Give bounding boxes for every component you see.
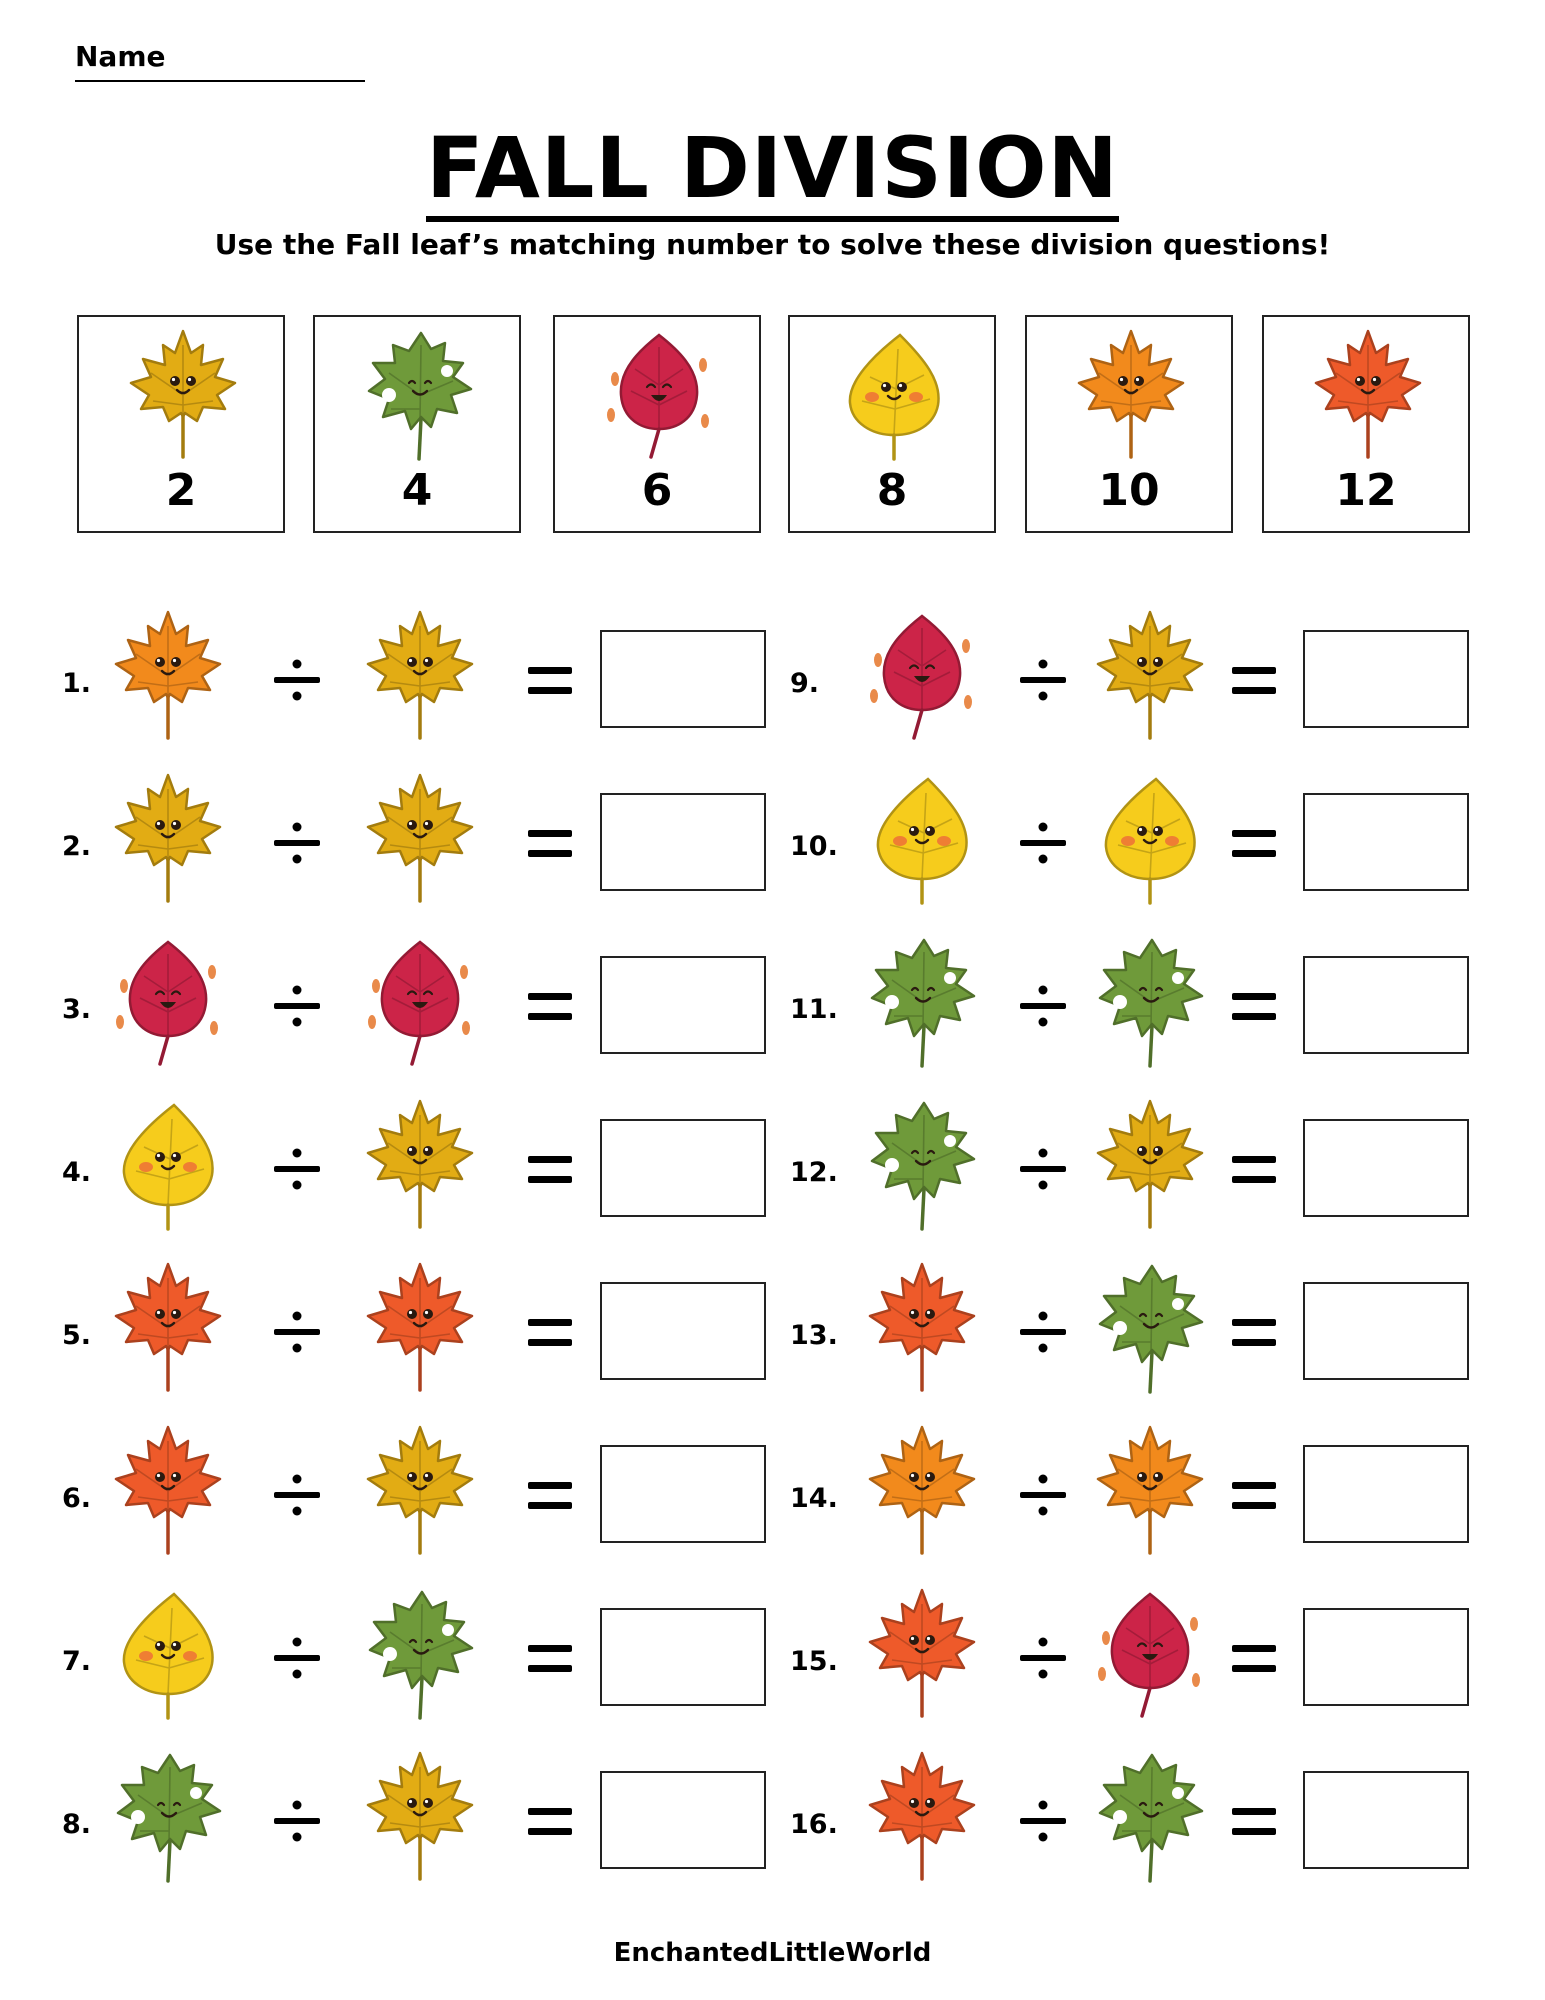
- equals-sign-icon: [528, 667, 572, 697]
- question-number: 14.: [790, 1483, 838, 1514]
- equals-sign-icon: [528, 1156, 572, 1186]
- yellow-maple-leaf-icon: [360, 606, 480, 746]
- equals-sign-icon: [1232, 1645, 1276, 1675]
- equals-sign-icon: [528, 1645, 572, 1675]
- green-oak-leaf-icon: [1090, 932, 1210, 1072]
- divide-sign-icon: [1018, 1144, 1068, 1194]
- equals-sign-icon: [1232, 993, 1276, 1023]
- green-oak-leaf-icon: [108, 1747, 228, 1887]
- answer-box[interactable]: [1303, 793, 1469, 891]
- yellow-round-leaf-icon: [108, 1095, 228, 1235]
- red-birch-leaf-icon: [1090, 1584, 1210, 1724]
- key-value: 2: [165, 465, 197, 516]
- red-birch-leaf-icon: [862, 606, 982, 746]
- green-oak-leaf-icon: [1090, 1258, 1210, 1398]
- answer-box[interactable]: [1303, 630, 1469, 728]
- answer-box[interactable]: [1303, 1119, 1469, 1217]
- red-birch-leaf-icon: [108, 932, 228, 1072]
- answer-box[interactable]: [600, 1771, 766, 1869]
- equals-sign-icon: [1232, 1808, 1276, 1838]
- question-number: 11.: [790, 994, 838, 1025]
- key-value: 8: [876, 465, 908, 516]
- equals-sign-icon: [1232, 1156, 1276, 1186]
- answer-box[interactable]: [1303, 1771, 1469, 1869]
- key-card: [1025, 315, 1233, 533]
- divide-sign-icon: [1018, 1633, 1068, 1683]
- divide-sign-icon: [1018, 1470, 1068, 1520]
- equals-sign-icon: [528, 993, 572, 1023]
- yellow-round-leaf-icon: [1090, 769, 1210, 909]
- key-card: [553, 315, 761, 533]
- divide-sign-icon: [1018, 818, 1068, 868]
- orange-maple-leaf-icon: [1090, 1421, 1210, 1561]
- yellow-maple-leaf-icon: [1090, 606, 1210, 746]
- equals-sign-icon: [1232, 830, 1276, 860]
- question-number: 3.: [62, 994, 92, 1025]
- answer-box[interactable]: [1303, 1445, 1469, 1543]
- yellow-maple-leaf-icon: [123, 325, 243, 465]
- divide-sign-icon: [1018, 655, 1068, 705]
- key-value: 10: [1098, 465, 1160, 516]
- question-number: 16.: [790, 1809, 838, 1840]
- question-number: 10.: [790, 831, 838, 862]
- question-number: 2.: [62, 831, 92, 862]
- divide-sign-icon: [272, 655, 322, 705]
- yellow-round-leaf-icon: [108, 1584, 228, 1724]
- divide-sign-icon: [272, 981, 322, 1031]
- divide-sign-icon: [1018, 1307, 1068, 1357]
- answer-box[interactable]: [600, 1119, 766, 1217]
- question-number: 15.: [790, 1646, 838, 1677]
- divide-sign-icon: [1018, 981, 1068, 1031]
- green-oak-leaf-icon: [360, 1584, 480, 1724]
- question-number: 4.: [62, 1157, 92, 1188]
- divide-sign-icon: [272, 1796, 322, 1846]
- key-value: 12: [1335, 465, 1397, 516]
- equals-sign-icon: [1232, 667, 1276, 697]
- key-card: [313, 315, 521, 533]
- red-maple-leaf-icon: [360, 1258, 480, 1398]
- answer-box[interactable]: [600, 956, 766, 1054]
- equals-sign-icon: [528, 1319, 572, 1349]
- red-maple-leaf-icon: [1308, 325, 1428, 465]
- divide-sign-icon: [272, 1470, 322, 1520]
- yellow-maple-leaf-icon: [1090, 1095, 1210, 1235]
- yellow-maple-leaf-icon: [360, 1421, 480, 1561]
- divide-sign-icon: [1018, 1796, 1068, 1846]
- green-oak-leaf-icon: [862, 1095, 982, 1235]
- answer-box[interactable]: [600, 1608, 766, 1706]
- answer-box[interactable]: [1303, 1282, 1469, 1380]
- equals-sign-icon: [528, 1482, 572, 1512]
- green-oak-leaf-icon: [1090, 1747, 1210, 1887]
- answer-box[interactable]: [600, 793, 766, 891]
- divide-sign-icon: [272, 1633, 322, 1683]
- answer-box[interactable]: [600, 630, 766, 728]
- key-value: 6: [641, 465, 673, 516]
- question-number: 12.: [790, 1157, 838, 1188]
- green-oak-leaf-icon: [862, 932, 982, 1072]
- orange-maple-leaf-icon: [108, 606, 228, 746]
- orange-maple-leaf-icon: [1071, 325, 1191, 465]
- answer-box[interactable]: [1303, 956, 1469, 1054]
- red-birch-leaf-icon: [599, 325, 719, 465]
- divide-sign-icon: [272, 818, 322, 868]
- equals-sign-icon: [528, 830, 572, 860]
- question-number: 6.: [62, 1483, 92, 1514]
- key-value: 4: [401, 465, 433, 516]
- page-title-text: FALL DIVISION: [426, 120, 1119, 222]
- yellow-maple-leaf-icon: [360, 1747, 480, 1887]
- name-label: Name: [75, 40, 166, 73]
- question-number: 8.: [62, 1809, 92, 1840]
- name-line[interactable]: [75, 80, 365, 82]
- answer-box[interactable]: [600, 1445, 766, 1543]
- key-card: [77, 315, 285, 533]
- divide-sign-icon: [272, 1307, 322, 1357]
- page-title: [0, 118, 1545, 222]
- yellow-round-leaf-icon: [834, 325, 954, 465]
- question-number: 7.: [62, 1646, 92, 1677]
- yellow-maple-leaf-icon: [360, 769, 480, 909]
- divide-sign-icon: [272, 1144, 322, 1194]
- answer-box[interactable]: [600, 1282, 766, 1380]
- orange-maple-leaf-icon: [862, 1421, 982, 1561]
- key-card: [788, 315, 996, 533]
- red-maple-leaf-icon: [862, 1747, 982, 1887]
- question-number: 5.: [62, 1320, 92, 1351]
- green-oak-leaf-icon: [359, 325, 479, 465]
- footer-credit: EnchantedLittleWorld: [613, 1938, 932, 1968]
- equals-sign-icon: [528, 1808, 572, 1838]
- question-number: 1.: [62, 668, 92, 699]
- red-birch-leaf-icon: [360, 932, 480, 1072]
- yellow-maple-leaf-icon: [108, 769, 228, 909]
- question-number: 13.: [790, 1320, 838, 1351]
- yellow-maple-leaf-icon: [360, 1095, 480, 1235]
- red-maple-leaf-icon: [108, 1258, 228, 1398]
- key-card: [1262, 315, 1470, 533]
- yellow-round-leaf-icon: [862, 769, 982, 909]
- instructions: Use the Fall leaf’s matching number to solve these division questions!: [214, 228, 1331, 261]
- answer-box[interactable]: [1303, 1608, 1469, 1706]
- question-number: 9.: [790, 668, 820, 699]
- red-maple-leaf-icon: [862, 1584, 982, 1724]
- equals-sign-icon: [1232, 1482, 1276, 1512]
- equals-sign-icon: [1232, 1319, 1276, 1349]
- red-maple-leaf-icon: [862, 1258, 982, 1398]
- red-maple-leaf-icon: [108, 1421, 228, 1561]
